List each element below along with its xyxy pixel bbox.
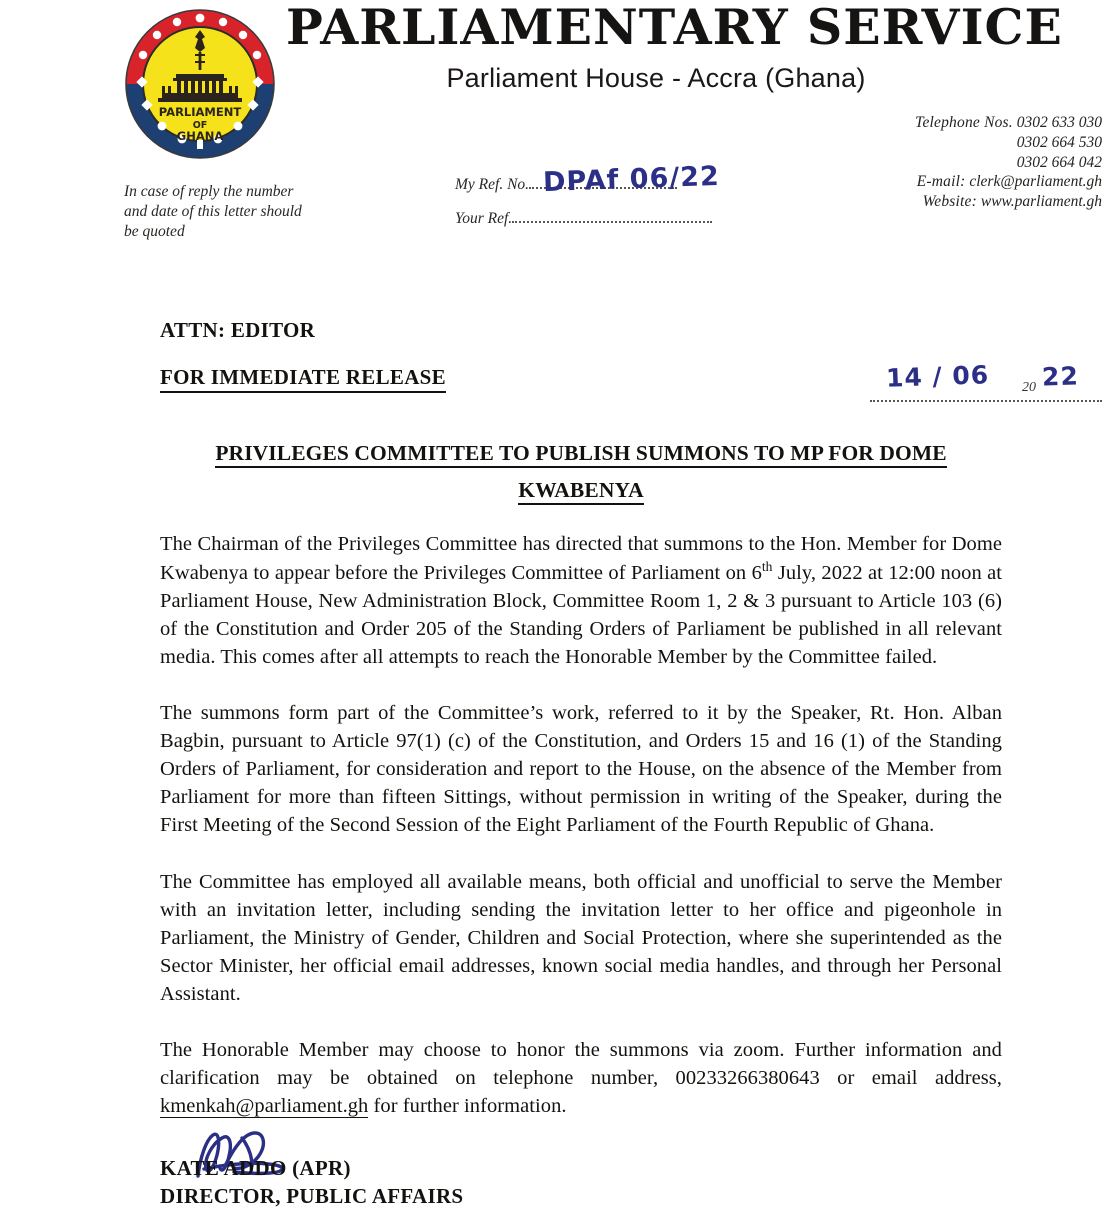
your-ref-dotted-line bbox=[512, 210, 712, 223]
telephone-value-3: 0302 664 042 bbox=[1016, 153, 1102, 171]
your-ref-label: Your Ref. bbox=[455, 210, 513, 227]
paragraph-1-part-b: July, 2022 at 12:00 noon at Parliament House, New Administration Block, Committee Room 1, 2 & 3 pursuant to Article 103 (6) of the Constitution and Order 205 of the Standing Orders of Parliament be published in all relevant media. This comes after all attempts to reach the Honorable Member by the Committee failed. bbox=[160, 561, 1002, 669]
seal-text-ghana: GHANA bbox=[176, 129, 224, 143]
my-ref-label: My Ref. No. bbox=[455, 176, 530, 193]
seal-text-parliament: PARLIAMENT bbox=[158, 105, 242, 119]
paragraph-3: The Committee has employed all available means, both official and unofficial to serve the Member with an invitation letter, including sending the invitation letter to her office and pigeonhole in Parliament, the Ministry of Gender, Children and Social Protection, where she superintended as the Sector Minister, her official email addresses, known social media handles, and through her Personal Assistant. bbox=[160, 870, 1002, 1005]
reply-note-line-1: In case of reply the number bbox=[124, 183, 294, 200]
my-ref-field bbox=[455, 160, 725, 210]
date-handwritten-value: 14 / 06 bbox=[885, 360, 990, 393]
paragraph-4 bbox=[160, 1036, 1002, 1120]
attention-line: ATTN: EDITOR bbox=[160, 318, 316, 342]
date-century-prefix: 20 bbox=[1022, 380, 1036, 395]
reply-instruction-note bbox=[124, 182, 354, 242]
paragraph-4-part-b: for further information. bbox=[368, 1095, 567, 1118]
email-value: clerk@parliament.gh bbox=[969, 173, 1102, 191]
organization-subtitle: Parliament House - Accra (Ghana) bbox=[446, 62, 866, 93]
my-ref-handwritten-value: DPAf 06/22 bbox=[542, 160, 721, 199]
your-ref-field bbox=[455, 210, 725, 244]
signature-block bbox=[160, 1154, 1002, 1210]
email-label: E-mail: bbox=[916, 173, 966, 191]
telephone-row-2 bbox=[802, 133, 1102, 153]
contact-email-link[interactable]: kmenkah@parliament.gh bbox=[160, 1095, 369, 1118]
reference-fields bbox=[455, 160, 725, 244]
ordinal-suffix: th bbox=[761, 559, 773, 575]
organization-title: PARLIAMENTARY SERVICE bbox=[286, 0, 1063, 56]
paragraph-1 bbox=[160, 530, 1002, 671]
telephone-value-2: 0302 664 530 bbox=[1016, 133, 1102, 151]
website-label: Website: bbox=[922, 193, 977, 211]
telephone-row-1 bbox=[802, 113, 1102, 133]
reply-note-line-3: be quoted bbox=[124, 223, 185, 241]
masthead bbox=[286, 0, 1063, 94]
date-handwritten-year: 22 bbox=[1041, 361, 1080, 392]
paragraph-4-part-a: The Honorable Member may choose to honor the summons via zoom. Further information and clarification may be obtained on telephone number, 00233266380643 or email address, bbox=[160, 1038, 1002, 1090]
seal-text-of: OF bbox=[192, 120, 208, 131]
parliament-of-ghana-seal-icon bbox=[124, 8, 276, 160]
signatory-role: DIRECTOR, PUBLIC AFFAIRS bbox=[160, 1184, 464, 1209]
headline-line-1: PRIVILEGES COMMITTEE TO PUBLISH SUMMONS TO MP FOR DOME bbox=[215, 441, 946, 468]
paragraph-2: The summons form part of the Committee’s work, referred to it by the Speaker, Rt. Hon. Alban Bagbin, pursuant to Article 97(1) (c) of the Constitution, and Orders 15 and 16 (1) of the Standing Orders of Parliament, for consideration and report to the House, on the absence of the Member from Parliament for more than fifteen Sittings, without permission in writing of the Speaker, during the First Meeting of the Second Session of the Eight Parliament of the Fourth Republic of Ghana. bbox=[160, 702, 1002, 837]
letter-body bbox=[0, 318, 1120, 1210]
signatory-name: KATE ADDO (APR) bbox=[160, 1156, 351, 1181]
website-value: www.parliament.gh bbox=[980, 193, 1102, 211]
press-release-headline bbox=[160, 435, 1002, 509]
reply-note-line-2: and date of this letter should bbox=[124, 203, 302, 221]
immediate-release-line: FOR IMMEDIATE RELEASE bbox=[160, 365, 446, 393]
paragraph-1-part-a: The Chairman of the Privileges Committee has directed that summons to the Hon. Member for Dome Kwabenya to appear before the Privileges Committee of Parliament on 6 bbox=[160, 532, 1002, 584]
headline-line-2: KWABENYA bbox=[518, 478, 643, 505]
telephone-value-1: 0302 633 030 bbox=[1016, 114, 1102, 131]
telephone-label: Telephone Nos. bbox=[915, 114, 1013, 131]
